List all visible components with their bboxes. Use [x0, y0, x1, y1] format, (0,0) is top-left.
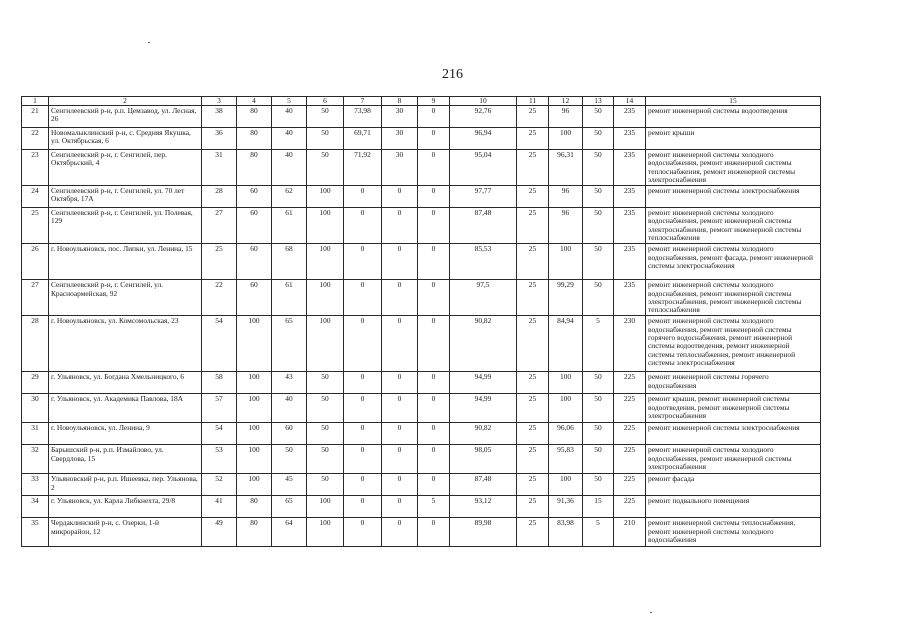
header-cell: 2: [49, 97, 202, 106]
col-11-value-cell: 25: [517, 208, 549, 244]
col-7-value-cell: 0: [344, 244, 382, 280]
col-11-value-cell: 25: [517, 280, 549, 316]
col-13-value-cell: 50: [583, 474, 614, 496]
col-10-value-cell: 90,82: [450, 316, 517, 372]
col-4-value-cell: 100: [237, 372, 272, 394]
header-cell: 14: [614, 97, 646, 106]
col-10-value-cell: 97,5: [450, 280, 517, 316]
col-5-value-cell: 61: [272, 280, 307, 316]
col-13-value-cell: 5: [583, 518, 614, 547]
row-number-cell: 31: [22, 423, 49, 445]
row-number-cell: 24: [22, 186, 49, 208]
table-row: [22, 316, 821, 372]
address-cell: Сенгилеевский р-н, г. Сенгилей, ул. Полевая, 129: [49, 208, 202, 244]
col-7-value-cell: 0: [344, 316, 382, 372]
works-description-cell: ремонт крыши, ремонт инженерной системы водоотведения, ремонт инженерной системы электроснабжения: [646, 394, 821, 423]
address-cell: Чердаклинский р-н, с. Озерки, 1-й микрорайон, 12: [49, 518, 202, 547]
col-6-value-cell: 100: [307, 496, 344, 518]
total-score-cell: 235: [614, 280, 646, 316]
col-13-value-cell: 50: [583, 128, 614, 150]
col-6-value-cell: 50: [307, 106, 344, 128]
col-13-value-cell: 15: [583, 496, 614, 518]
col-7-value-cell: 0: [344, 280, 382, 316]
col-11-value-cell: 25: [517, 128, 549, 150]
col-8-value-cell: 0: [382, 280, 418, 316]
address-cell: г. Ульяновск, ул. Академика Павлова, 18А: [49, 394, 202, 423]
col-9-value-cell: 0: [418, 372, 450, 394]
col-4-value-cell: 80: [237, 128, 272, 150]
col-10-value-cell: 94,99: [450, 394, 517, 423]
registry-table-wrapper: [21, 96, 821, 547]
header-cell: 8: [382, 97, 418, 106]
header-cell: 3: [202, 97, 237, 106]
col-9-value-cell: 0: [418, 394, 450, 423]
col-13-value-cell: 50: [583, 280, 614, 316]
col-3-value-cell: 53: [202, 445, 237, 474]
col-3-value-cell: 22: [202, 280, 237, 316]
scan-speck: [148, 42, 150, 43]
col-4-value-cell: 80: [237, 518, 272, 547]
table-row: [22, 280, 821, 316]
col-11-value-cell: 25: [517, 106, 549, 128]
col-12-value-cell: 100: [549, 372, 583, 394]
header-cell: 10: [450, 97, 517, 106]
col-3-value-cell: 36: [202, 128, 237, 150]
col-4-value-cell: 100: [237, 445, 272, 474]
col-10-value-cell: 98,05: [450, 445, 517, 474]
col-10-value-cell: 94,99: [450, 372, 517, 394]
total-score-cell: 235: [614, 128, 646, 150]
col-6-value-cell: 50: [307, 423, 344, 445]
col-6-value-cell: 100: [307, 244, 344, 280]
col-13-value-cell: 50: [583, 445, 614, 474]
col-12-value-cell: 96,31: [549, 150, 583, 186]
table-row: [22, 445, 821, 474]
row-number-cell: 28: [22, 316, 49, 372]
col-7-value-cell: 0: [344, 372, 382, 394]
col-6-value-cell: 50: [307, 394, 344, 423]
row-number-cell: 22: [22, 128, 49, 150]
address-cell: Сенгилеевский р-н, г. Сенгилей, ул. 70 лет Октября, 17А: [49, 186, 202, 208]
col-3-value-cell: 25: [202, 244, 237, 280]
col-3-value-cell: 38: [202, 106, 237, 128]
table-header-row: [22, 97, 821, 106]
header-cell: 15: [646, 97, 821, 106]
col-4-value-cell: 80: [237, 496, 272, 518]
total-score-cell: 225: [614, 496, 646, 518]
scan-speck: [650, 612, 652, 613]
col-10-value-cell: 97,77: [450, 186, 517, 208]
total-score-cell: 225: [614, 372, 646, 394]
col-4-value-cell: 80: [237, 106, 272, 128]
col-12-value-cell: 96: [549, 186, 583, 208]
col-6-value-cell: 50: [307, 474, 344, 496]
works-description-cell: ремонт инженерной системы холодного водоснабжения, ремонт инженерной системы электроснабжения, ремонт инженерной системы теплоснабжения: [646, 280, 821, 316]
col-13-value-cell: 50: [583, 372, 614, 394]
address-cell: г. Новоульяновск, пос. Липки, ул. Ленина, 15: [49, 244, 202, 280]
col-6-value-cell: 100: [307, 518, 344, 547]
col-8-value-cell: 0: [382, 316, 418, 372]
address-cell: Сенгилеевский р-н, г. Сенгилей, ул. Красноармейская, 92: [49, 280, 202, 316]
col-10-value-cell: 90,82: [450, 423, 517, 445]
col-9-value-cell: 0: [418, 474, 450, 496]
col-13-value-cell: 50: [583, 150, 614, 186]
col-3-value-cell: 49: [202, 518, 237, 547]
col-9-value-cell: 0: [418, 208, 450, 244]
col-9-value-cell: 0: [418, 244, 450, 280]
col-10-value-cell: 85,53: [450, 244, 517, 280]
row-number-cell: 26: [22, 244, 49, 280]
address-cell: Сенгилеевский р-н, р.п. Цемзавод, ул. Лесная, 26: [49, 106, 202, 128]
col-10-value-cell: 95,04: [450, 150, 517, 186]
col-8-value-cell: 0: [382, 208, 418, 244]
col-4-value-cell: 60: [237, 280, 272, 316]
address-cell: Сенгилеевский р-н, г. Сенгилей, пер. Октябрьский, 4: [49, 150, 202, 186]
col-10-value-cell: 89,98: [450, 518, 517, 547]
col-5-value-cell: 40: [272, 150, 307, 186]
works-description-cell: ремонт крыши: [646, 128, 821, 150]
row-number-cell: 32: [22, 445, 49, 474]
works-description-cell: ремонт инженерной системы теплоснабжения, ремонт инженерной системы холодного водоснабжения: [646, 518, 821, 547]
col-5-value-cell: 50: [272, 445, 307, 474]
col-4-value-cell: 60: [237, 186, 272, 208]
col-8-value-cell: 0: [382, 394, 418, 423]
row-number-cell: 27: [22, 280, 49, 316]
col-7-value-cell: 0: [344, 518, 382, 547]
total-score-cell: 230: [614, 316, 646, 372]
col-3-value-cell: 27: [202, 208, 237, 244]
col-12-value-cell: 100: [549, 474, 583, 496]
col-4-value-cell: 100: [237, 474, 272, 496]
col-6-value-cell: 100: [307, 280, 344, 316]
header-cell: 13: [583, 97, 614, 106]
col-9-value-cell: 0: [418, 186, 450, 208]
col-8-value-cell: 0: [382, 186, 418, 208]
works-description-cell: ремонт инженерной системы холодного водоснабжения, ремонт фасада, ремонт инженерной системы электроснабжения: [646, 244, 821, 280]
total-score-cell: 235: [614, 150, 646, 186]
col-11-value-cell: 25: [517, 423, 549, 445]
col-8-value-cell: 0: [382, 474, 418, 496]
col-9-value-cell: 0: [418, 518, 450, 547]
total-score-cell: 225: [614, 474, 646, 496]
col-4-value-cell: 80: [237, 150, 272, 186]
col-11-value-cell: 25: [517, 244, 549, 280]
address-cell: г. Новоульяновск, ул. Комсомольская, 23: [49, 316, 202, 372]
col-4-value-cell: 100: [237, 394, 272, 423]
col-3-value-cell: 28: [202, 186, 237, 208]
total-score-cell: 235: [614, 186, 646, 208]
row-number-cell: 21: [22, 106, 49, 128]
table-row: [22, 372, 821, 394]
address-cell: Барышский р-н, р.п. Измайлово, ул. Свердлова, 15: [49, 445, 202, 474]
table-row: [22, 518, 821, 547]
col-7-value-cell: 0: [344, 496, 382, 518]
col-3-value-cell: 54: [202, 423, 237, 445]
col-11-value-cell: 25: [517, 150, 549, 186]
table-row: [22, 150, 821, 186]
row-number-cell: 35: [22, 518, 49, 547]
col-13-value-cell: 5: [583, 316, 614, 372]
total-score-cell: 235: [614, 244, 646, 280]
col-9-value-cell: 0: [418, 316, 450, 372]
works-description-cell: ремонт инженерной системы холодного водоснабжения, ремонт инженерной системы электроснабжения, ремонт инженерной системы теплоснабжения: [646, 208, 821, 244]
table-row: [22, 423, 821, 445]
col-11-value-cell: 25: [517, 372, 549, 394]
address-cell: г. Ульяновск, ул. Карла Либкнехта, 29/8: [49, 496, 202, 518]
col-9-value-cell: 0: [418, 150, 450, 186]
col-5-value-cell: 45: [272, 474, 307, 496]
works-description-cell: ремонт инженерной системы холодного водоснабжения, ремонт инженерной системы горячего водоснабжения, ремонт инженерной системы водоотведения, ремонт инженерной системы теплоснабжения, ремонт инженерной системы электроснабжения: [646, 316, 821, 372]
col-4-value-cell: 60: [237, 244, 272, 280]
row-number-cell: 30: [22, 394, 49, 423]
address-cell: Новомалыклинский р-н, с. Средняя Якушка, ул. Октябрьская, 6: [49, 128, 202, 150]
col-12-value-cell: 96: [549, 208, 583, 244]
col-8-value-cell: 0: [382, 518, 418, 547]
col-13-value-cell: 50: [583, 106, 614, 128]
col-9-value-cell: 0: [418, 280, 450, 316]
works-description-cell: ремонт инженерной системы холодного водоснабжения, ремонт инженерной системы теплоснабжения, ремонт инженерной системы электроснабжения: [646, 150, 821, 186]
col-7-value-cell: 0: [344, 423, 382, 445]
row-number-cell: 25: [22, 208, 49, 244]
col-12-value-cell: 100: [549, 394, 583, 423]
col-5-value-cell: 65: [272, 316, 307, 372]
col-11-value-cell: 25: [517, 474, 549, 496]
col-9-value-cell: 0: [418, 106, 450, 128]
table-row: [22, 244, 821, 280]
col-11-value-cell: 25: [517, 394, 549, 423]
col-11-value-cell: 25: [517, 518, 549, 547]
col-7-value-cell: 0: [344, 394, 382, 423]
address-cell: Ульяновский р-н, р.п. Ишеевка, пер. Ульянова, 2: [49, 474, 202, 496]
col-12-value-cell: 96: [549, 106, 583, 128]
header-cell: 1: [22, 97, 49, 106]
col-5-value-cell: 68: [272, 244, 307, 280]
col-8-value-cell: 30: [382, 150, 418, 186]
header-cell: 7: [344, 97, 382, 106]
col-13-value-cell: 50: [583, 394, 614, 423]
col-6-value-cell: 100: [307, 316, 344, 372]
col-11-value-cell: 25: [517, 445, 549, 474]
col-10-value-cell: 96,94: [450, 128, 517, 150]
col-11-value-cell: 25: [517, 186, 549, 208]
col-12-value-cell: 100: [549, 128, 583, 150]
col-11-value-cell: 25: [517, 496, 549, 518]
works-description-cell: ремонт инженерной системы электроснабжения: [646, 186, 821, 208]
table-row: [22, 496, 821, 518]
col-12-value-cell: 91,36: [549, 496, 583, 518]
table-row: [22, 208, 821, 244]
row-number-cell: 23: [22, 150, 49, 186]
col-12-value-cell: 84,94: [549, 316, 583, 372]
col-8-value-cell: 30: [382, 128, 418, 150]
col-9-value-cell: 0: [418, 445, 450, 474]
registry-table: [21, 96, 821, 547]
col-4-value-cell: 100: [237, 316, 272, 372]
col-7-value-cell: 0: [344, 445, 382, 474]
address-cell: г. Ульяновск, ул. Богдана Хмельницкого, 6: [49, 372, 202, 394]
col-6-value-cell: 50: [307, 150, 344, 186]
col-8-value-cell: 30: [382, 106, 418, 128]
col-3-value-cell: 58: [202, 372, 237, 394]
table-row: [22, 474, 821, 496]
total-score-cell: 235: [614, 208, 646, 244]
table-row: [22, 106, 821, 128]
col-5-value-cell: 43: [272, 372, 307, 394]
header-cell: 6: [307, 97, 344, 106]
col-7-value-cell: 69,71: [344, 128, 382, 150]
works-description-cell: ремонт подвального помещения: [646, 496, 821, 518]
col-10-value-cell: 87,48: [450, 208, 517, 244]
col-7-value-cell: 0: [344, 186, 382, 208]
col-6-value-cell: 100: [307, 186, 344, 208]
col-10-value-cell: 87,48: [450, 474, 517, 496]
col-5-value-cell: 61: [272, 208, 307, 244]
col-5-value-cell: 65: [272, 496, 307, 518]
col-8-value-cell: 0: [382, 244, 418, 280]
col-6-value-cell: 50: [307, 128, 344, 150]
col-13-value-cell: 50: [583, 423, 614, 445]
col-9-value-cell: 0: [418, 128, 450, 150]
col-8-value-cell: 0: [382, 372, 418, 394]
total-score-cell: 210: [614, 518, 646, 547]
col-3-value-cell: 31: [202, 150, 237, 186]
col-9-value-cell: 0: [418, 423, 450, 445]
col-7-value-cell: 71,92: [344, 150, 382, 186]
col-12-value-cell: 100: [549, 244, 583, 280]
col-5-value-cell: 40: [272, 128, 307, 150]
col-3-value-cell: 41: [202, 496, 237, 518]
header-cell: 11: [517, 97, 549, 106]
row-number-cell: 29: [22, 372, 49, 394]
table-row: [22, 128, 821, 150]
col-3-value-cell: 57: [202, 394, 237, 423]
header-cell: 4: [237, 97, 272, 106]
row-number-cell: 34: [22, 496, 49, 518]
col-12-value-cell: 83,98: [549, 518, 583, 547]
works-description-cell: ремонт инженерной системы холодного водоснабжения, ремонт инженерной системы электроснабжения: [646, 445, 821, 474]
page-number: 216: [442, 67, 463, 82]
col-3-value-cell: 54: [202, 316, 237, 372]
col-3-value-cell: 52: [202, 474, 237, 496]
address-cell: г. Новоульяновск, ул. Ленина, 9: [49, 423, 202, 445]
total-score-cell: 235: [614, 106, 646, 128]
total-score-cell: 225: [614, 445, 646, 474]
total-score-cell: 225: [614, 394, 646, 423]
col-5-value-cell: 64: [272, 518, 307, 547]
col-7-value-cell: 0: [344, 474, 382, 496]
col-8-value-cell: 0: [382, 423, 418, 445]
table-row: [22, 394, 821, 423]
col-7-value-cell: 73,98: [344, 106, 382, 128]
col-13-value-cell: 50: [583, 186, 614, 208]
col-5-value-cell: 40: [272, 106, 307, 128]
col-12-value-cell: 95,83: [549, 445, 583, 474]
col-6-value-cell: 50: [307, 372, 344, 394]
col-12-value-cell: 96,06: [549, 423, 583, 445]
col-4-value-cell: 60: [237, 208, 272, 244]
col-4-value-cell: 100: [237, 423, 272, 445]
col-8-value-cell: 0: [382, 496, 418, 518]
col-6-value-cell: 50: [307, 445, 344, 474]
header-cell: 9: [418, 97, 450, 106]
works-description-cell: ремонт инженерной системы водоотведения: [646, 106, 821, 128]
header-cell: 5: [272, 97, 307, 106]
col-8-value-cell: 0: [382, 445, 418, 474]
col-6-value-cell: 100: [307, 208, 344, 244]
header-cell: 12: [549, 97, 583, 106]
total-score-cell: 225: [614, 423, 646, 445]
works-description-cell: ремонт инженерной системы электроснабжения: [646, 423, 821, 445]
col-5-value-cell: 60: [272, 423, 307, 445]
col-13-value-cell: 50: [583, 208, 614, 244]
table-row: [22, 186, 821, 208]
works-description-cell: ремонт инженерной системы горячего водоснабжения: [646, 372, 821, 394]
col-5-value-cell: 40: [272, 394, 307, 423]
col-7-value-cell: 0: [344, 208, 382, 244]
row-number-cell: 33: [22, 474, 49, 496]
col-10-value-cell: 92,76: [450, 106, 517, 128]
col-13-value-cell: 50: [583, 244, 614, 280]
col-12-value-cell: 99,29: [549, 280, 583, 316]
col-9-value-cell: 5: [418, 496, 450, 518]
col-10-value-cell: 93,12: [450, 496, 517, 518]
works-description-cell: ремонт фасада: [646, 474, 821, 496]
col-5-value-cell: 62: [272, 186, 307, 208]
col-11-value-cell: 25: [517, 316, 549, 372]
